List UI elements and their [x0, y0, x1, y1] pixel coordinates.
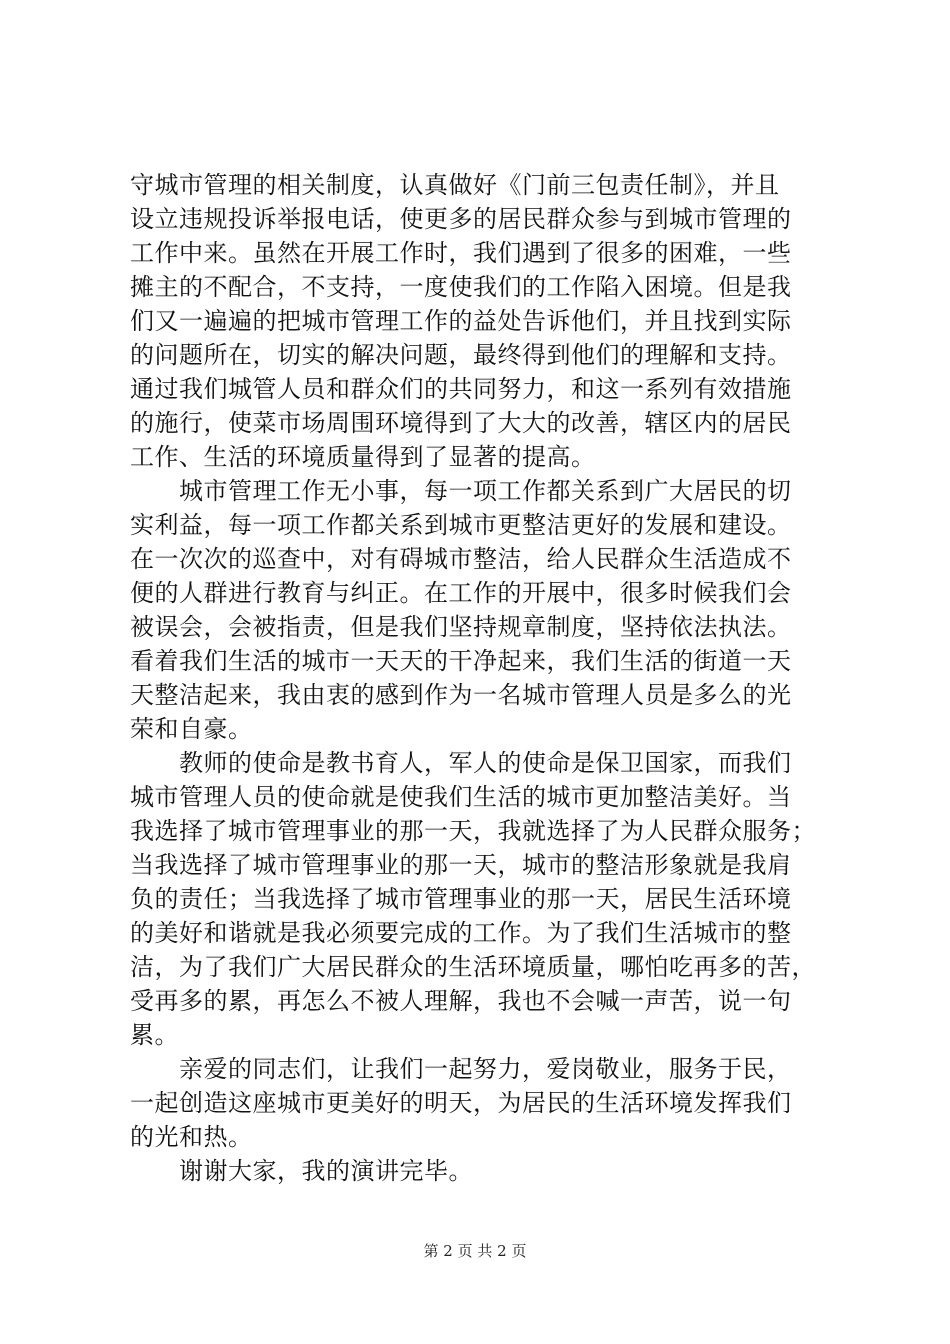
text-line: 亲爱的同志们，让我们一起努力，爱岗敬业，服务于民， — [130, 1055, 792, 1083]
text-line: 天整洁起来，我由衷的感到作为一名城市管理人员是多么的光 — [130, 681, 792, 709]
page-number-footer: 第 2 页 共 2 页 — [423, 1242, 527, 1260]
text-line: 累。 — [130, 1021, 179, 1049]
text-line: 守城市管理的相关制度，认真做好《门前三包责任制》，并且 — [130, 171, 780, 199]
text-line: 教师的使命是教书育人，军人的使命是保卫国家，而我们 — [130, 749, 792, 777]
text-line: 的施行，使菜市场周围环境得到了大大的改善，辖区内的居民 — [130, 409, 792, 437]
speech-body — [130, 168, 830, 1188]
text-line: 受再多的累，再怎么不被人理解，我也不会喊一声苦，说一句 — [130, 987, 792, 1015]
text-line: 城市管理人员的使命就是使我们生活的城市更加整洁美好。当 — [130, 783, 792, 811]
text-line: 洁，为了我们广大居民群众的生活环境质量，哪怕吃再多的苦， — [130, 953, 816, 981]
text-line: 一起创造这座城市更美好的明天，为居民的生活环境发挥我们 — [130, 1089, 792, 1117]
text-line: 便的人群进行教育与纠正。在工作的开展中，很多时候我们会 — [130, 579, 792, 607]
text-line: 工作、生活的环境质量得到了显著的提高。 — [130, 443, 596, 471]
text-line: 们又一遍遍的把城市管理工作的益处告诉他们，并且找到实际 — [130, 307, 792, 335]
text-line: 通过我们城管人员和群众们的共同努力，和这一系列有效措施 — [130, 375, 792, 403]
text-line: 设立违规投诉举报电话，使更多的居民群众参与到城市管理的 — [130, 205, 792, 233]
text-line: 被误会，会被指责，但是我们坚持规章制度，坚持依法执法。 — [130, 613, 792, 641]
text-line: 荣和自豪。 — [130, 715, 253, 743]
text-line: 城市管理工作无小事，每一项工作都关系到广大居民的切 — [130, 477, 792, 505]
text-line: 看着我们生活的城市一天天的干净起来，我们生活的街道一天 — [130, 647, 792, 675]
text-line: 当我选择了城市管理事业的那一天，城市的整洁形象就是我肩 — [130, 851, 792, 879]
text-line: 摊主的不配合，不支持，一度使我们的工作陷入困境。但是我 — [130, 273, 792, 301]
text-line: 工作中来。虽然在开展工作时，我们遇到了很多的困难，一些 — [130, 239, 792, 267]
text-line: 的光和热。 — [130, 1123, 253, 1151]
text-line: 实利益，每一项工作都关系到城市更整洁更好的发展和建设。 — [130, 511, 792, 539]
text-line: 我选择了城市管理事业的那一天，我就选择了为人民群众服务； — [130, 817, 816, 845]
text-line: 在一次次的巡查中，对有碍城市整洁，给人民群众生活造成不 — [130, 545, 792, 573]
text-line: 负的责任；当我选择了城市管理事业的那一天，居民生活环境 — [130, 885, 792, 913]
text-line: 谢谢大家，我的演讲完毕。 — [130, 1157, 473, 1185]
text-line: 的问题所在，切实的解决问题，最终得到他们的理解和支持。 — [130, 341, 792, 369]
text-line: 的美好和谐就是我必须要完成的工作。为了我们生活城市的整 — [130, 919, 792, 947]
